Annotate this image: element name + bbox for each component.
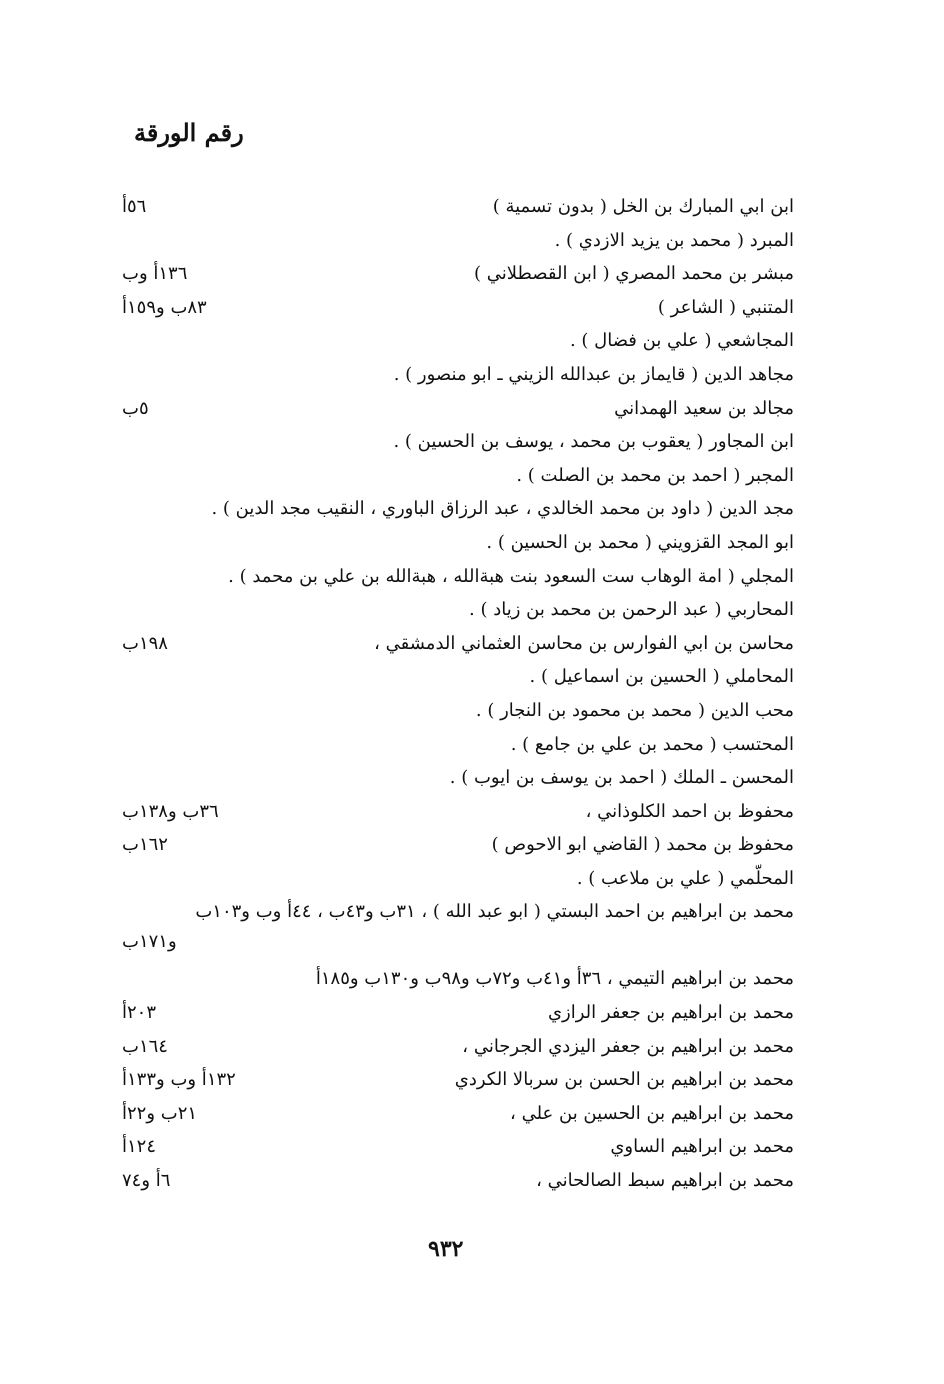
index-entry (0, 362, 944, 396)
entry-folio: ٣٦ب و١٣٨ب (122, 800, 219, 822)
entry-folio: ٥٦أ (122, 196, 147, 217)
index-entry (0, 396, 944, 430)
index-entry (0, 664, 944, 698)
entry-name: محمد بن ابراهيم بن الحسين بن علي ، (510, 1102, 794, 1124)
index-list (0, 194, 944, 1202)
index-entry (0, 228, 944, 262)
index-entry (0, 765, 944, 799)
entry-name: مجالد بن سعيد الهمداني (614, 397, 794, 419)
index-entry (0, 799, 944, 833)
entry-name: المحلّمي ( علي بن ملاعب ) . (576, 867, 794, 889)
entry-name: محمد بن ابراهيم بن الحسن بن سربالا الكردي (454, 1069, 794, 1091)
entry-name: محمد بن ابراهيم بن جعفر الرازي (547, 1002, 794, 1024)
index-entry (0, 966, 944, 1000)
index-entry (0, 631, 944, 665)
entry-name: مبشر بن محمد المصري ( ابن القصطلاني ) (474, 263, 794, 285)
entry-folio: ٦أ و٧٤ (122, 1170, 171, 1192)
index-entry (0, 597, 944, 631)
entry-folio: ٨٣ب و١٥٩أ (122, 296, 207, 318)
entry-name: محفوظ بن محمد ( القاضي ابو الاحوص ) (491, 834, 794, 856)
entry-name: محاسن بن ابي الفوارس بن محاسن العثماني الدمشقي ، (374, 632, 794, 654)
index-entry (0, 463, 944, 497)
index-entry (0, 295, 944, 329)
index-entry (0, 832, 944, 866)
entry-name: محمد بن ابراهيم التيمي ، ٣٦أ و٤١ب و٧٢ب و٩٨ب و١٣٠ب و١٨٥أ (315, 968, 794, 990)
index-entry (0, 1034, 944, 1068)
index-entry (0, 698, 944, 732)
entry-folio: ١٣٦أ وب (122, 263, 188, 285)
entry-folio: ١٦٤ب (122, 1035, 168, 1057)
entry-folio: ٥ب (122, 397, 149, 419)
index-entry (0, 194, 944, 228)
entry-name: ابن ابي المبارك بن الخل ( بدون تسمية ) (492, 196, 794, 217)
index-entry (0, 732, 944, 766)
entry-folio: ١٩٨ب (122, 632, 168, 654)
entry-name: المحاملي ( الحسين بن اسماعيل ) . (529, 666, 794, 688)
entry-folio: ٢٠٣أ (122, 1002, 157, 1024)
index-entry (0, 261, 944, 295)
index-entry (0, 530, 944, 564)
entry-name: محمد بن ابراهيم سبط الصالحاني ، (536, 1170, 794, 1192)
entry-name: محمد بن ابراهيم بن احمد البستي ( ابو عبد الله ) ، ٣١ب و٤٣ب ، ٤٤أ وب و١٠٣ب (195, 901, 794, 923)
entry-folio-continued: و١٧١ب (122, 931, 177, 953)
entry-name: المتنبي ( الشاعر ) (657, 296, 794, 318)
index-entry (0, 866, 944, 900)
entry-name: المبرد ( محمد بن يزيد الازدي ) . (554, 229, 794, 251)
index-entry (0, 1101, 944, 1135)
entry-name: ابو المجد القزويني ( محمد بن الحسين ) . (486, 531, 794, 553)
index-entry (0, 899, 944, 966)
entry-name: المجلي ( امة الوهاب ست السعود بنت هبةالله ، هبةالله بن علي بن محمد ) . (228, 565, 794, 587)
entry-folio: ١٣٢أ وب و١٣٣أ (122, 1069, 236, 1091)
entry-name: المحاربي ( عبد الرحمن بن محمد بن زياد ) . (469, 599, 794, 621)
entry-name: محمد بن ابراهيم بن جعفر اليزدي الجرجاني ، (462, 1035, 794, 1057)
entry-folio: ٢١ب و٢٢أ (122, 1102, 198, 1124)
entry-name: محمد بن ابراهيم الساوي (610, 1136, 794, 1158)
index-entry (0, 496, 944, 530)
entry-name: محب الدين ( محمد بن محمود بن النجار ) . (475, 699, 794, 721)
entry-name: المحسن ـ الملك ( احمد بن يوسف بن ايوب ) . (449, 767, 794, 789)
index-entry (0, 1134, 944, 1168)
entry-folio: ١٦٢ب (122, 834, 168, 856)
index-entry (0, 328, 944, 362)
entry-name: مجاهد الدين ( قايماز بن عبدالله الزيني ـ ابو منصور ) . (393, 363, 794, 385)
index-entry (0, 1000, 944, 1034)
page-number: ٩٣٢ (428, 1236, 464, 1262)
index-entry (0, 564, 944, 598)
entry-name: المحتسب ( محمد بن علي بن جامع ) . (510, 733, 794, 755)
index-entry (0, 429, 944, 463)
index-entry (0, 1067, 944, 1101)
column-header: رقم الورقة (134, 118, 244, 147)
entry-name: محفوظ بن احمد الكلوذاني ، (585, 800, 794, 822)
entry-name: المجبر ( احمد بن محمد بن الصلت ) . (516, 464, 794, 486)
entry-folio: ١٢٤أ (122, 1136, 157, 1158)
entry-name: مجد الدين ( داود بن محمد الخالدي ، عبد الرزاق الباوري ، النقيب مجد الدين ) . (211, 498, 794, 520)
entry-name: المجاشعي ( علي بن فضال ) . (569, 330, 794, 352)
entry-name: ابن المجاور ( يعقوب بن محمد ، يوسف بن الحسين ) . (393, 431, 794, 453)
index-entry (0, 1168, 944, 1202)
